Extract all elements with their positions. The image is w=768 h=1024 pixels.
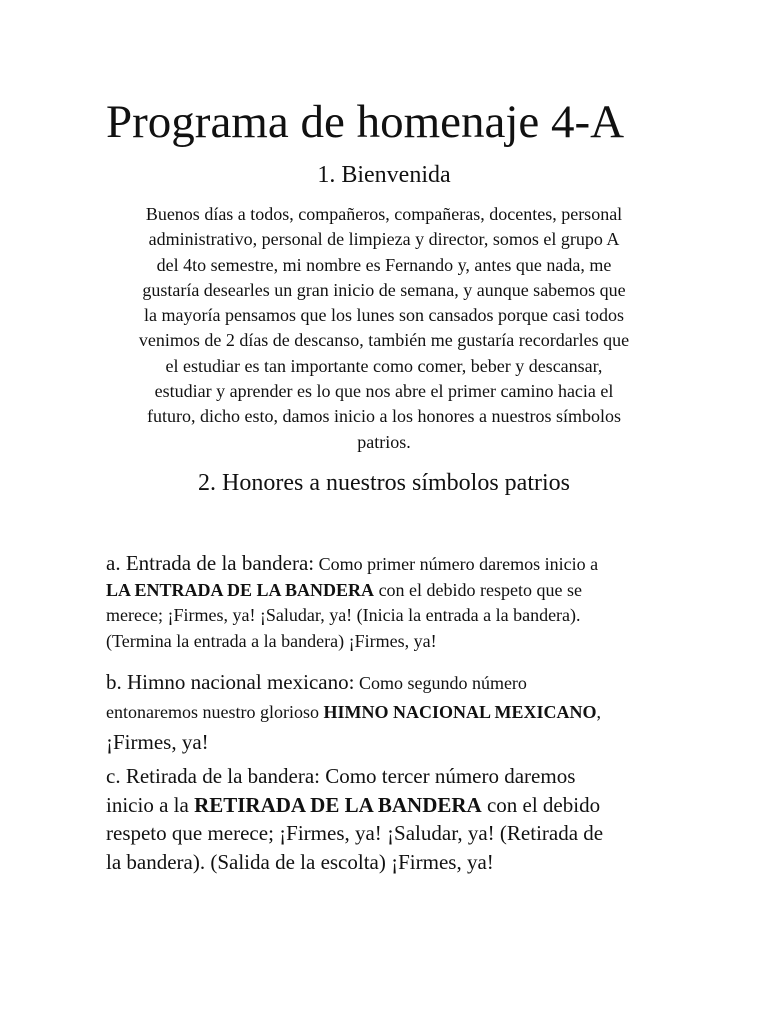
- item-lead: a. Entrada de la bandera:: [106, 551, 315, 575]
- welcome-line: administrativo, personal de limpieza y director, somos el grupo A: [148, 229, 620, 250]
- welcome-paragraph: [104, 202, 664, 455]
- welcome-line: futuro, dicho esto, damos inicio a los honores a nuestros símbolos: [147, 406, 621, 427]
- section-heading-honores: 2. Honores a nuestros símbolos patrios: [198, 470, 570, 496]
- welcome-line: la mayoría pensamos que los lunes son cansados porque casi todos: [144, 305, 624, 326]
- item-text: Como primer número daremos inicio a: [314, 554, 599, 574]
- welcome-line: el estudiar es tan importante como comer, beber y descansar,: [165, 355, 603, 376]
- item-line: [106, 578, 686, 604]
- program-item-himno-nacional: [106, 668, 686, 758]
- item-text: inicio a la: [106, 792, 195, 817]
- item-line: [106, 551, 686, 578]
- item-text: con el debido respeto que se: [374, 579, 582, 600]
- item-line: respeto que merece; ¡Firmes, ya! ¡Saludar, ya! (Retirada de: [106, 821, 604, 845]
- item-line: [106, 698, 686, 727]
- item-text: entonaremos nuestro glorioso: [106, 702, 324, 722]
- item-line: la bandera). (Salida de la escolta) ¡Firmes, ya!: [106, 849, 494, 874]
- item-text: Como segundo número: [354, 673, 527, 693]
- welcome-line: patrios.: [357, 431, 411, 452]
- section-heading-bienvenida: 1. Bienvenida: [317, 162, 451, 188]
- item-line: (Termina la entrada a la bandera) ¡Firmes, ya!: [106, 630, 437, 651]
- item-bold-text: RETIRADA DE LA BANDERA: [194, 792, 482, 817]
- welcome-line: gustaría desearles un gran inicio de semana, y aunque sabemos que: [142, 279, 626, 300]
- item-bold-text: LA ENTRADA DE LA BANDERA: [106, 579, 375, 600]
- program-item-entrada-bandera: [106, 551, 686, 654]
- item-text: con el debido: [481, 792, 601, 817]
- welcome-line: Buenos días a todos, compañeros, compañeras, docentes, personal: [145, 204, 623, 224]
- item-line: [106, 668, 686, 698]
- item-lead: b. Himno nacional mexicano:: [106, 670, 355, 694]
- item-bold-text: HIMNO NACIONAL MEXICANO: [323, 702, 597, 722]
- item-line: c. Retirada de la bandera: Como tercer número daremos: [106, 764, 576, 788]
- item-line: merece; ¡Firmes, ya! ¡Saludar, ya! (Inicia la entrada a la bandera).: [106, 605, 581, 625]
- program-item-retirada-bandera: [106, 762, 686, 876]
- welcome-line: del 4to semestre, mi nombre es Fernando y, antes que nada, me: [156, 254, 612, 275]
- welcome-line: estudiar y aprender es lo que nos abre el primer camino hacia el: [154, 381, 614, 402]
- item-line: [106, 791, 686, 820]
- item-text: ,: [596, 702, 601, 722]
- welcome-line: venimos de 2 días de descanso, también me gustaría recordarles que: [138, 330, 630, 351]
- document-title: Programa de homenaje 4-A: [106, 96, 625, 148]
- item-line: ¡Firmes, ya!: [106, 730, 209, 754]
